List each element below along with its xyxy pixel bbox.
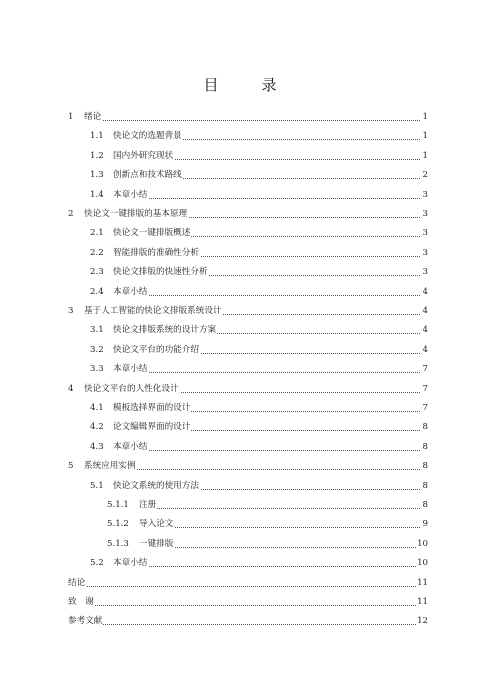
toc-entry-number: 4	[68, 383, 74, 394]
toc-entry-page: 3	[422, 209, 428, 219]
toc-entry-number: 3.2	[90, 344, 104, 355]
toc-entry-label: 快论文系统的使用方法	[113, 480, 199, 491]
toc-entry[interactable]	[0, 595, 480, 609]
toc-entry[interactable]	[0, 440, 480, 454]
toc-entry-label: 参考文献	[68, 616, 103, 627]
toc-entry-label: 本章小结	[113, 558, 148, 569]
toc-entry-page: 4	[422, 286, 428, 297]
toc-entry-number: 1	[68, 112, 74, 122]
toc-leader-dots	[84, 110, 420, 121]
toc-entry-label: 绪论	[84, 112, 102, 122]
toc-entry-number: 2.4	[90, 286, 104, 297]
toc-entry[interactable]	[0, 382, 480, 396]
toc-entry-number: 2	[68, 209, 74, 219]
toc-entry[interactable]	[0, 537, 480, 551]
toc-entry-label: 本章小结	[113, 364, 148, 375]
toc-entry[interactable]	[0, 323, 480, 337]
toc-entry-number: 5.1.3	[107, 538, 129, 549]
toc-entry-number: 3.3	[90, 364, 104, 375]
toc-entry-label: 快论文的选题背景	[113, 131, 182, 142]
toc-entry-page: 7	[422, 364, 428, 375]
toc-entry-label: 注册	[139, 500, 157, 510]
toc-entry[interactable]	[0, 498, 480, 512]
toc-entry-number: 5.1.1	[107, 500, 129, 510]
toc-entry-label: 创新点和技术路线	[113, 170, 182, 181]
toc-entry-label: 快论文排版的快速性分析	[113, 267, 208, 278]
toc-entry-number: 4.1	[90, 403, 104, 413]
toc-entry-label: 一键排版	[139, 538, 174, 549]
toc-entry-page: 8	[422, 461, 428, 472]
page-title: 目 录	[203, 76, 291, 94]
toc-entry-page: 4	[422, 325, 428, 336]
toc-leader-dots	[113, 285, 420, 296]
toc-entry-page: 7	[422, 403, 428, 413]
toc-entry[interactable]	[0, 149, 480, 163]
toc-entry[interactable]	[0, 285, 480, 299]
toc-entry-label: 快论文一键排版概述	[113, 228, 191, 239]
toc-leader-dots	[113, 188, 420, 199]
toc-entry-label: 基于人工智能的快论文排版系统设计	[84, 306, 222, 316]
toc-entry[interactable]	[0, 420, 480, 434]
toc-entry-number: 1.4	[90, 189, 104, 200]
toc-entry-number: 3.1	[90, 325, 104, 336]
toc-entry-page: 11	[417, 577, 428, 588]
toc-entry[interactable]	[0, 110, 480, 124]
toc-leader-dots	[139, 517, 420, 528]
toc-entry[interactable]	[0, 459, 480, 473]
toc-entry-number: 5	[68, 461, 74, 472]
toc-entry-number: 2.1	[90, 228, 104, 239]
toc-entry-label: 本章小结	[113, 286, 148, 297]
toc-entry-label: 本章小结	[113, 189, 148, 200]
toc-entry-page: 3	[422, 189, 428, 200]
toc-leader-dots	[139, 537, 420, 548]
toc-entry[interactable]	[0, 362, 480, 376]
toc-entry-page: 1	[422, 131, 428, 142]
toc-entry-page: 10	[417, 558, 428, 569]
toc-entry-number: 5.1	[90, 480, 104, 491]
toc-entry[interactable]	[0, 226, 480, 240]
toc-entry[interactable]	[0, 207, 480, 221]
toc-leader-dots	[139, 498, 420, 509]
toc-entry[interactable]	[0, 129, 480, 143]
toc-entry-number: 5.1.2	[107, 519, 129, 530]
toc-leader-dots	[68, 576, 420, 587]
toc-entry[interactable]	[0, 265, 480, 279]
toc-entry[interactable]	[0, 517, 480, 531]
toc-entry[interactable]	[0, 304, 480, 318]
toc-entry[interactable]	[0, 401, 480, 415]
toc-entry-page: 8	[422, 441, 428, 452]
toc-entry[interactable]	[0, 479, 480, 493]
toc-leader-dots	[68, 614, 420, 625]
toc-entry[interactable]	[0, 246, 480, 260]
toc-entry-page: 8	[422, 480, 428, 491]
toc-entry-label: 快论文一键排版的基本原理	[84, 209, 188, 219]
toc-entry-label: 致 谢	[68, 597, 94, 607]
toc-entry-page: 12	[417, 616, 428, 627]
toc-entry-label: 导入论文	[139, 519, 174, 530]
toc-entry-label: 模板选择界面的设计	[113, 403, 191, 413]
toc-entry-number: 2.2	[90, 247, 104, 258]
toc-leader-dots	[113, 440, 420, 451]
toc-entry[interactable]	[0, 188, 480, 202]
toc-entry-label: 国内外研究现状	[113, 150, 174, 161]
toc-entry-page: 2	[422, 170, 428, 181]
toc-leader-dots	[68, 595, 420, 606]
toc-entry-label: 结论	[68, 577, 86, 588]
toc-entry[interactable]	[0, 576, 480, 590]
toc-entry-label: 智能排版的准确性分析	[113, 247, 199, 258]
toc-entry-page: 1	[422, 112, 428, 122]
toc-leader-dots	[113, 362, 420, 373]
toc-entry[interactable]	[0, 168, 480, 182]
toc-entry-label: 快论文平台的人性化设计	[84, 383, 179, 394]
toc-entry-label: 本章小结	[113, 441, 148, 452]
toc-entry[interactable]	[0, 614, 480, 628]
toc-entry-label: 快论文平台的功能介绍	[113, 344, 199, 355]
toc-entry-page: 10	[417, 538, 428, 549]
toc-entry-number: 5.2	[90, 558, 104, 569]
toc-entry-number: 2.3	[90, 267, 104, 278]
toc-entry-number: 3	[68, 306, 74, 316]
toc-entry-page: 4	[422, 306, 428, 316]
toc-entry-page: 11	[417, 597, 428, 607]
toc-entry-page: 3	[422, 247, 428, 258]
toc-entry[interactable]	[0, 343, 480, 357]
toc-entry-page: 8	[422, 422, 428, 433]
toc-entry-number: 1.1	[90, 131, 104, 142]
toc-entry-page: 4	[422, 344, 428, 355]
toc-entry-number: 1.2	[90, 150, 104, 161]
toc-entry-page: 1	[422, 150, 428, 161]
toc-entry-label: 论文编辑界面的设计	[113, 422, 191, 433]
toc-entry-page: 7	[422, 383, 428, 394]
toc-entry-number: 4.3	[90, 441, 104, 452]
toc-entry-label: 快论文排版系统的设计方案	[113, 325, 217, 336]
toc-entry[interactable]	[0, 556, 480, 570]
toc-entry-page: 3	[422, 228, 428, 239]
toc-leader-dots	[113, 556, 420, 567]
toc-entry-page: 8	[422, 500, 428, 510]
toc-entry-number: 1.3	[90, 170, 104, 181]
toc-entry-page: 3	[422, 267, 428, 278]
toc-entry-number: 4.2	[90, 422, 104, 433]
toc-entry-page: 9	[422, 519, 428, 530]
toc-entry-label: 系统应用实例	[84, 461, 136, 472]
